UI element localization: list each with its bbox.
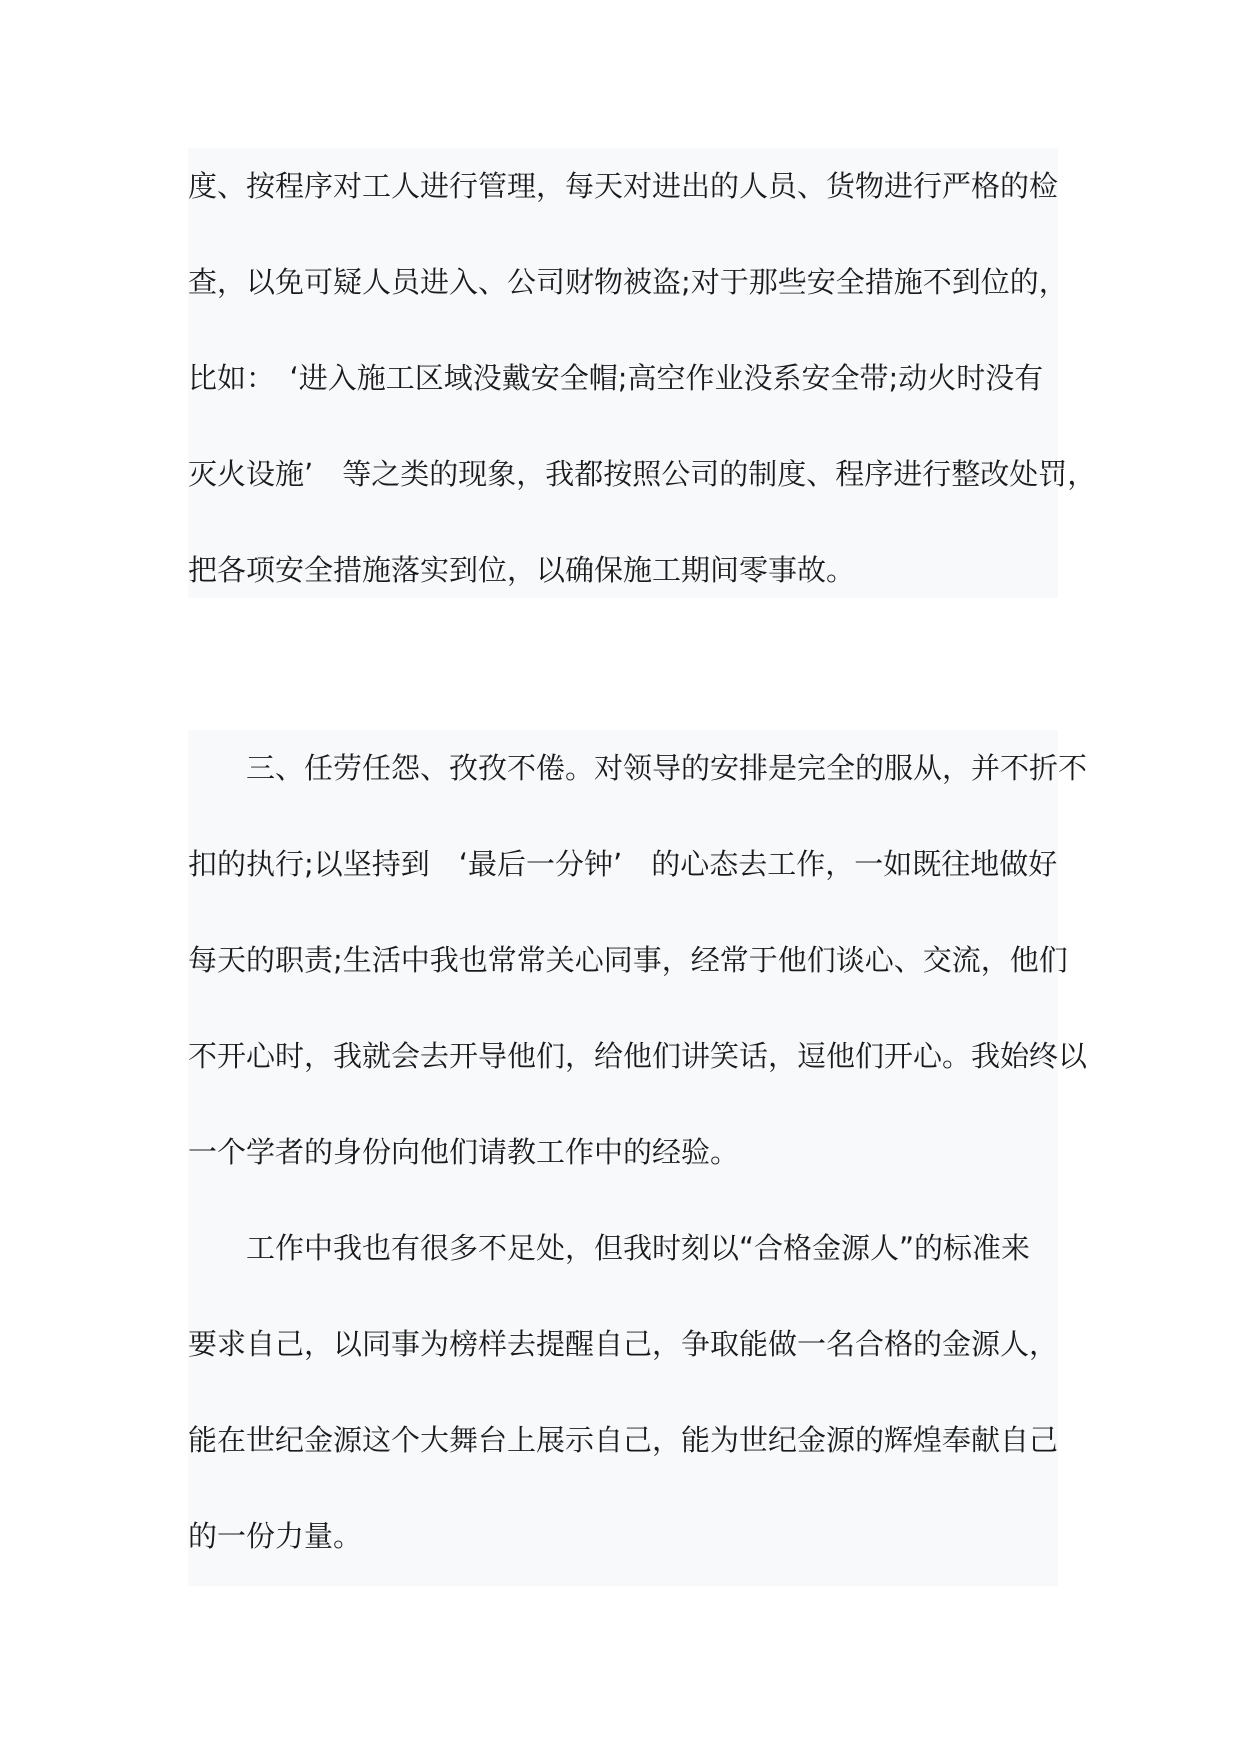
- paragraph-3-line-3: 能在世纪金源这个大舞台上展示自己，能为世纪金源的辉煌奉献自己: [188, 1423, 1059, 1457]
- paragraph-2-line-1: 三、任劳任怨、孜孜不倦。对领导的安排是完全的服从，并不折不: [246, 751, 1088, 785]
- paragraph-2-line-3: 每天的职责;生活中我也常常关心同事，经常于他们谈心、交流，他们: [188, 943, 1068, 977]
- paragraph-3-line-4: 的一份力量。: [188, 1519, 363, 1553]
- text-block-1: [188, 148, 1097, 598]
- paragraph-1-line-2: 查，以免可疑人员进入、公司财物被盗;对于那些安全措施不到位的，: [188, 265, 1068, 299]
- paragraph-2-line-2: 扣的执行;以坚持到 ‘最后一分钟’ 的心态去工作，一如既往地做好: [188, 847, 1058, 881]
- paragraph-1-line-1: 度、按程序对工人进行管理，每天对进出的人员、货物进行严格的检: [188, 169, 1059, 203]
- text-block-2: [188, 730, 1088, 1586]
- paragraph-1-line-4: 灭火设施’ 等之类的现象，我都按照公司的制度、程序进行整改处罚，: [188, 457, 1097, 491]
- paragraph-2-line-4: 不开心时，我就会去开导他们，给他们讲笑话，逗他们开心。我始终以: [188, 1039, 1088, 1073]
- paragraph-3-line-1: 工作中我也有很多不足处，但我时刻以“合格金源人”的标准来: [246, 1231, 1031, 1265]
- paragraph-1-line-5: 把各项安全措施落实到位，以确保施工期间零事故。: [188, 553, 856, 587]
- paragraph-2-line-5: 一个学者的身份向他们请教工作中的经验。: [188, 1135, 740, 1169]
- paragraph-1-line-3: 比如： ‘进入施工区域没戴安全帽;高空作业没系安全带;动火时没有: [188, 361, 1044, 395]
- paragraph-3-line-2: 要求自己，以同事为榜样去提醒自己，争取能做一名合格的金源人，: [188, 1327, 1059, 1361]
